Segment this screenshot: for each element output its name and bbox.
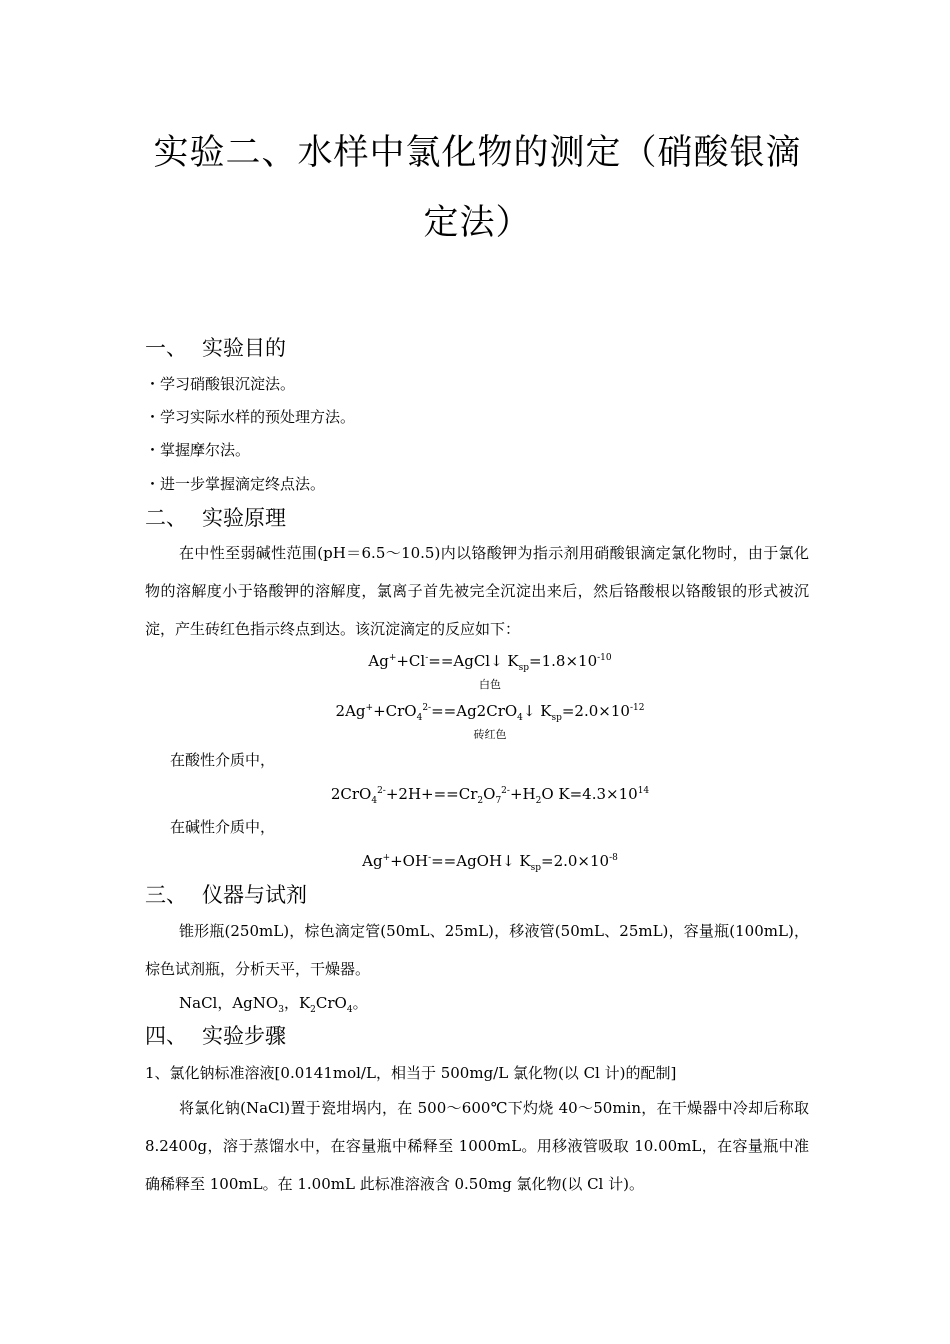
bullet-item: ・学习实际水样的预处理方法。 — [145, 408, 356, 426]
acid-medium-label: 在酸性介质中， — [170, 751, 276, 769]
equation-ag2cro4: 2Ag++CrO$_4^{2-}$==Ag2CrO$_4$↓ $K_{sp}=2.0\times 10^{-12}$ — [335, 702, 645, 723]
bullet-item: ・掌握摩尔法。 — [145, 441, 251, 459]
section-heading-apparatus — [145, 880, 307, 910]
equation-agoh: Ag++OH-==AgOH↓ $K_{sp}=2.0\times 10^{-8}$ — [362, 852, 618, 873]
base-medium-label: 在碱性介质中， — [170, 818, 276, 836]
equation-note-white: 白色 — [479, 678, 501, 691]
principle-paragraph: 在中性至弱碱性范围(pH＝6.5～10.5)内以铬酸钾为指示剂用硝酸银滴定氯化物时，由于氯化物的溶解度小于铬酸钾的溶解度，氯离子首先被完全沉淀出来后，然后铬酸根以铬酸银的形式被沉淀，产生砖红色指示终点到达。该沉淀滴定的反应如下： — [145, 544, 809, 638]
section-number: 二、 — [145, 506, 187, 530]
section-number: 三、 — [145, 883, 187, 907]
section-title: 实验原理 — [202, 506, 286, 530]
section-heading-principle — [145, 503, 286, 533]
section-heading-procedure — [145, 1021, 286, 1051]
section-number: 一、 — [145, 336, 187, 360]
reagents-list: NaCl，AgNO$_3$，$K_2CrO_4$。 — [179, 994, 368, 1015]
section-title: 实验目的 — [202, 336, 286, 360]
apparatus-paragraph: 锥形瓶(250mL)，棕色滴定管(50mL、25mL)，移液管(50mL、25mL)，容量瓶(100mL)，棕色试剂瓶，分析天平，干燥器。 — [145, 922, 809, 978]
section-number: 四、 — [145, 1024, 187, 1048]
section-title: 仪器与试剂 — [202, 883, 307, 907]
equation-note-brick-red: 砖红色 — [473, 728, 507, 741]
document-title: 实验二、水样中氯化物的测定（硝酸银滴定法） — [153, 133, 802, 243]
step-title: 1、氯化钠标准溶液[0.0141mol/L，相当于 500mg/L 氯化物(以 Cl 计)的配制] — [145, 1064, 677, 1082]
section-title: 实验步骤 — [202, 1024, 286, 1048]
step-paragraph: 将氯化钠(NaCl)置于瓷坩埚内，在 500～600℃下灼烧 40～50min，在干燥器中冷却后称取 8.2400g，溶于蒸馏水中，在容量瓶中稀释至 1000mL。用移液管吸取 10.00mL，在容量瓶中准确稀释至 100mL。在 1.00mL 此标准溶液含 0.50mg 氯化物(以 Cl 计)。 — [145, 1099, 809, 1193]
equation-chromate-acid: $2CrO_4^{2-}+2H+==Cr_2O_7^{2-}+H_2O$ $K=4.3\times 10^{14}$ — [330, 785, 650, 806]
bullet-item: ・进一步掌握滴定终点法。 — [145, 475, 326, 493]
equation-agcl: Ag++Cl-==AgCl↓ $K_{sp}=1.8\times 10^{-10}$ — [368, 652, 612, 673]
section-heading-objectives — [145, 333, 286, 363]
bullet-item: ・学习硝酸银沉淀法。 — [145, 375, 296, 393]
